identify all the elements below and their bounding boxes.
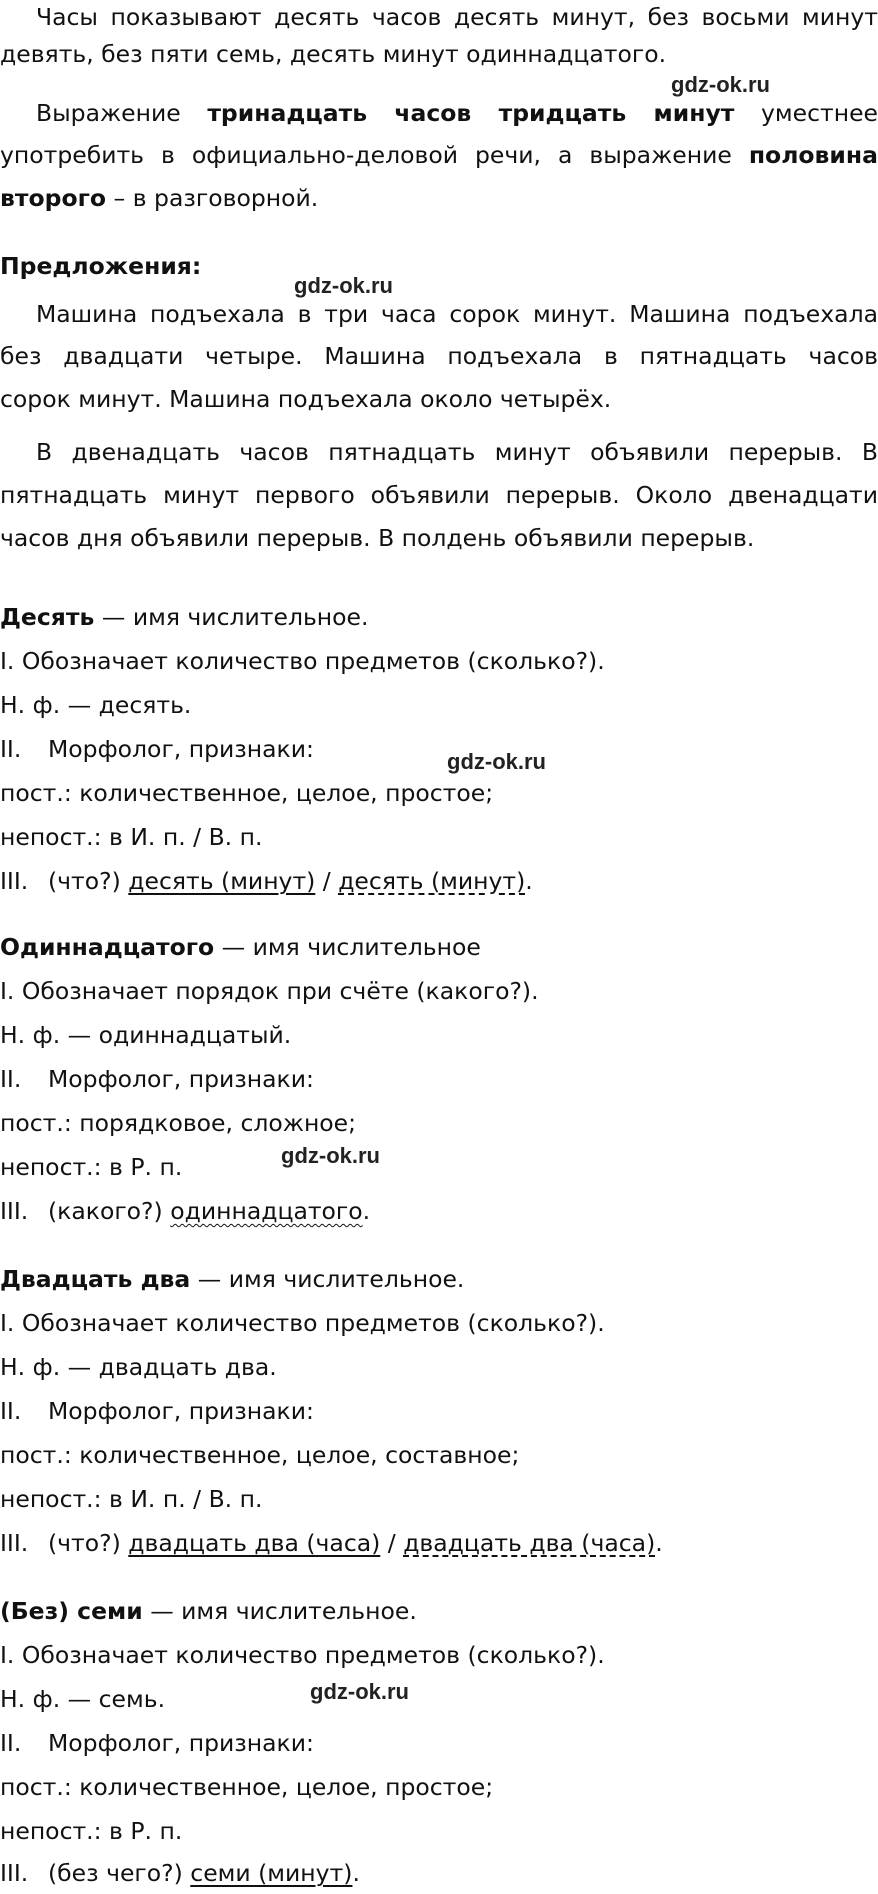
part-of-speech: — имя числительное. xyxy=(142,1597,417,1625)
watermark: gdz-ok.ru xyxy=(294,273,393,298)
underlined-object: десять (минут) xyxy=(338,867,526,895)
sentences-p2-line-2: пятнадцать минут первого объявили перерыв. Около двенадцати xyxy=(0,481,878,509)
bold-phrase: тринадцать часов тридцать минут xyxy=(207,99,735,127)
parse1-initial-form: Н. ф. — десять. xyxy=(0,691,192,719)
roman-numeral: II. xyxy=(0,735,22,763)
sentences-p1-line-2: без двадцати четыре. Машина подъехала в пятнадцать часов xyxy=(0,342,878,370)
parse2-nonconstant: непост.: в Р. п. xyxy=(0,1153,183,1181)
parse4-constant: пост.: количественное, целое, простое; xyxy=(0,1773,494,1801)
parse4-meaning: I. Обозначает количество предметов (сколько?). xyxy=(0,1641,605,1669)
period: . xyxy=(362,1197,371,1225)
bold-phrase: второго xyxy=(0,184,107,212)
text: – в разговорной. xyxy=(113,184,319,212)
parse3-constant: пост.: количественное, целое, составное; xyxy=(0,1441,520,1469)
text: уместнее xyxy=(761,99,878,127)
parsed-word: Одиннадцатого xyxy=(0,933,215,961)
parsed-word: (Без) семи xyxy=(0,1597,143,1625)
separator: / xyxy=(315,867,339,895)
underlined-circumstance: семи (минут) xyxy=(190,1859,353,1887)
text: Морфолог, признаки: xyxy=(48,1729,314,1757)
underlined-subject: двадцать два (часа) xyxy=(128,1529,381,1557)
intro-line-3 xyxy=(0,98,878,128)
watermark: gdz-ok.ru xyxy=(281,1143,380,1168)
period: . xyxy=(655,1529,663,1557)
parse2-meaning: I. Обозначает порядок при счёте (какого?). xyxy=(0,977,539,1005)
parse4-role xyxy=(0,1858,360,1888)
watermark: gdz-ok.ru xyxy=(447,749,546,774)
part-of-speech: — имя числительное xyxy=(214,933,481,961)
roman-numeral: II. xyxy=(0,1729,22,1757)
parse4-nonconstant: непост.: в Р. п. xyxy=(0,1817,183,1845)
sentences-p2-line-1: В двенадцать часов пятнадцать минут объявили перерыв. В xyxy=(36,438,878,466)
parse3-meaning: I. Обозначает количество предметов (сколько?). xyxy=(0,1309,605,1337)
parse2-initial-form: Н. ф. — одиннадцатый. xyxy=(0,1021,292,1049)
parse4-title xyxy=(0,1596,417,1626)
roman-numeral: III. xyxy=(0,1197,29,1225)
roman-numeral: III. xyxy=(0,1859,29,1887)
part-of-speech: — имя числительное. xyxy=(190,1265,465,1293)
intro-line-1: Часы показывают десять часов десять минут, без восьми минут xyxy=(36,3,878,31)
parse1-nonconstant: непост.: в И. п. / В. п. xyxy=(0,823,263,851)
intro-line-4 xyxy=(0,140,878,170)
part-of-speech: — имя числительное. xyxy=(94,603,369,631)
roman-numeral: III. xyxy=(0,867,29,895)
parse2-constant: пост.: порядковое, сложное; xyxy=(0,1109,357,1137)
parse3-morph-heading xyxy=(0,1396,314,1426)
period: . xyxy=(352,1859,360,1887)
roman-numeral: II. xyxy=(0,1065,22,1093)
roman-numeral: II. xyxy=(0,1397,22,1425)
underlined-attribute: одиннадцатого xyxy=(170,1197,363,1225)
question: (что?) xyxy=(48,867,121,895)
underlined-subject: десять (минут) xyxy=(128,867,316,895)
intro-line-2: девять, без пяти семь, десять минут одиннадцатого. xyxy=(0,40,667,68)
sentences-p1-line-1: Машина подъехала в три часа сорок минут. Машина подъехала xyxy=(36,300,878,328)
parse1-morph-heading xyxy=(0,734,314,764)
parse3-title xyxy=(0,1264,464,1294)
parse2-morph-heading xyxy=(0,1064,314,1094)
underlined-object: двадцать два (часа) xyxy=(403,1529,656,1557)
sentences-p2-line-3: часов дня объявили перерыв. В полдень объявили перерыв. xyxy=(0,524,755,552)
sentences-p1-line-3: сорок минут. Машина подъехала около четырёх. xyxy=(0,385,612,413)
text: Выражение xyxy=(36,99,181,127)
parse3-role xyxy=(0,1528,663,1558)
parse4-initial-form: Н. ф. — семь. xyxy=(0,1685,166,1713)
parse1-role xyxy=(0,866,533,896)
parsed-word: Десять xyxy=(0,603,95,631)
roman-numeral: III. xyxy=(0,1529,29,1557)
parse1-title xyxy=(0,602,368,632)
intro-line-5 xyxy=(0,183,318,213)
parse2-title xyxy=(0,932,481,962)
parse2-role xyxy=(0,1196,370,1226)
separator: / xyxy=(380,1529,404,1557)
watermark: gdz-ok.ru xyxy=(310,1679,409,1704)
parse3-initial-form: Н. ф. — двадцать два. xyxy=(0,1353,277,1381)
question: (без чего?) xyxy=(48,1859,183,1887)
parsed-word: Двадцать два xyxy=(0,1265,191,1293)
question: (какого?) xyxy=(48,1197,163,1225)
parse4-morph-heading xyxy=(0,1728,314,1758)
period: . xyxy=(525,867,533,895)
bold-phrase: половина xyxy=(748,141,878,169)
question: (что?) xyxy=(48,1529,121,1557)
text: Морфолог, признаки: xyxy=(48,1065,314,1093)
watermark: gdz-ok.ru xyxy=(671,72,770,97)
sentences-heading xyxy=(0,251,201,281)
parse1-meaning: I. Обозначает количество предметов (сколько?). xyxy=(0,647,605,675)
text: употребить в официально-деловой речи, а выражение xyxy=(0,141,732,169)
parse1-constant: пост.: количественное, целое, простое; xyxy=(0,779,494,807)
text: Морфолог, признаки: xyxy=(48,735,314,763)
text: Морфолог, признаки: xyxy=(48,1397,314,1425)
heading-text: Предложения: xyxy=(0,252,202,280)
parse3-nonconstant: непост.: в И. п. / В. п. xyxy=(0,1485,263,1513)
